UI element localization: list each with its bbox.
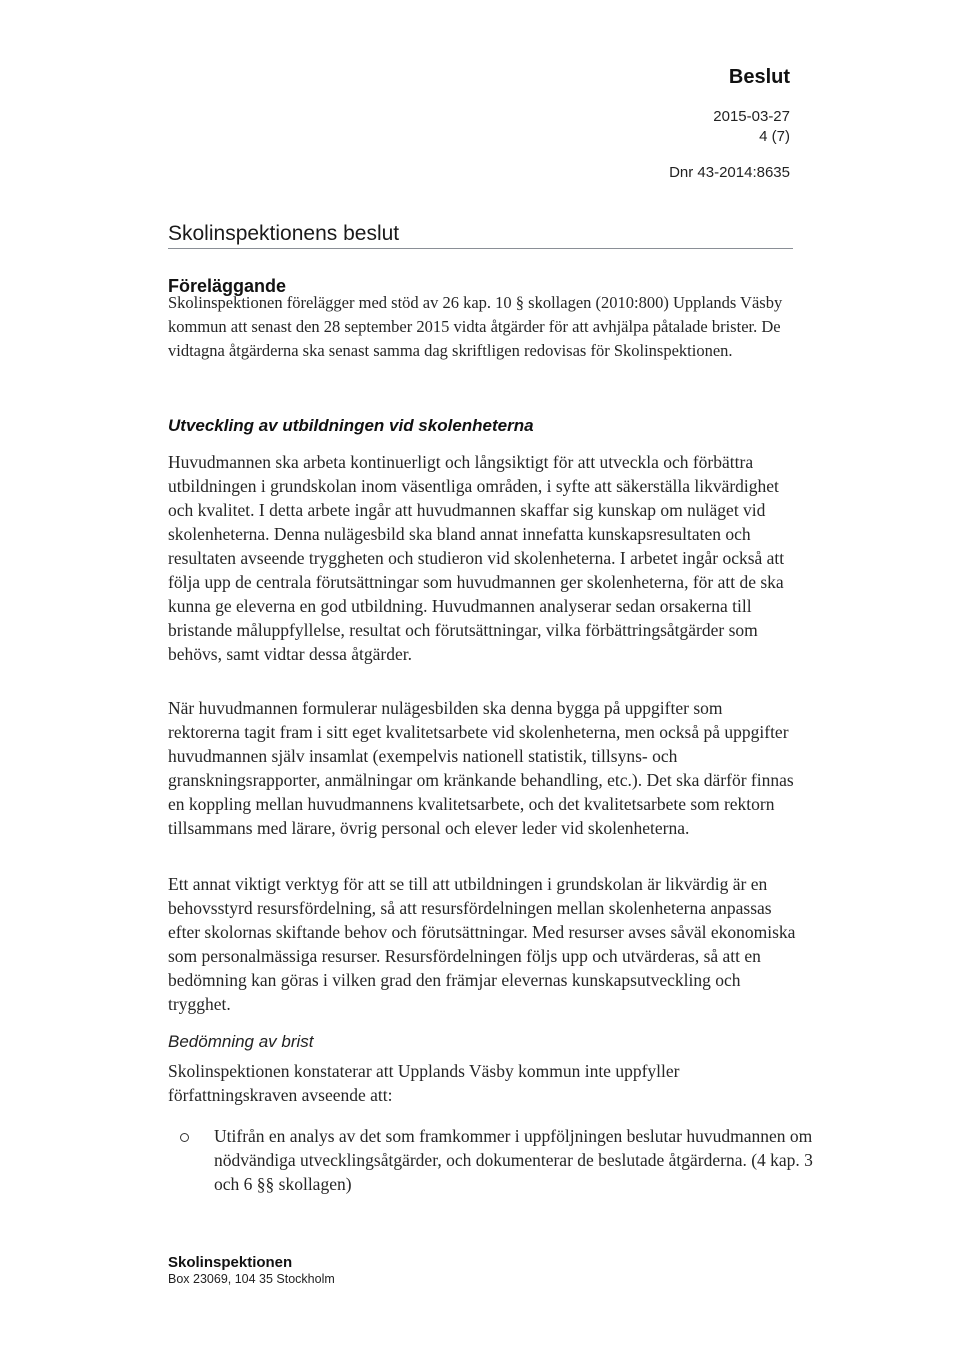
utveckling-paragraph-2: När huvudmannen formulerar nulägesbilden ska denna bygga på uppgifter som rektorerna tagit fram i sitt eget kvalitetsarbete vid skolenheterna, men också på uppgifter huvudmannen själv insamlat (exempelvis nationell statistik, tillsyns- och granskningsrapporter, anmälningar om kränkande behandling, etc.). Det ska därför finnas en koppling mellan huvudmannens kvalitetsarbete, och det kvalitetsarbete som rektorn tillsammans med lärare, övrig personal och elever leder vid skolenheterna.: [168, 698, 794, 838]
utveckling-heading: Utveckling av utbildningen vid skolenheterna: [168, 416, 534, 435]
footer-organization: Skolinspektionen: [168, 1254, 293, 1271]
bullet-text: Utifrån en analys av det som framkommer i uppföljningen beslutar huvudmannen om nödvändiga utvecklingsåtgärder, och dokumenterar de beslutade åtgärderna. (4 kap. 3 och 6 §§ skollagen): [214, 1126, 813, 1194]
utveckling-paragraph-1: Huvudmannen ska arbeta kontinuerligt och långsiktigt för att utveckla och förbättra utbildningen i grundskolan inom väsentliga områden, i syfte att säkerställa likvärdighet och kvalitet. I detta arbete ingår att huvudmannen skaffar sig kunskap om nuläget vid skolenheterna. Denna nulägesbild ska bland annat innefatta kunskapsresultaten och resultaten avseende tryggheten och studieron vid skolenheterna. I arbetet ingår också att följa upp de centrala förutsättningar som huvudmannen ger skolenheterna, för att de ska kunna ge eleverna en god utbildning. Huvudmannen analyserar sedan orsakerna till bristande måluppfyllelse, resultat och förutsättningar, vilka förbättringsåtgärder som behövs, samt vidtar dessa åtgärder.: [168, 452, 785, 664]
page-number: 4 (7): [759, 128, 790, 145]
forelaggande-heading: Föreläggande: [168, 276, 287, 296]
bedomning-heading: Bedömning av brist: [168, 1032, 314, 1051]
utveckling-paragraph-3: Ett annat viktigt verktyg för att se till att utbildningen i grundskolan är likvärdig är en behovsstyrd resursfördelning, så att resursfördelningen mellan skolenheterna anpassas efter skolornas skiftande behov och förutsättningar. Med resurser avses såväl ekonomiska som personalmässiga resurser. Resursfördelningen följs upp och utvärderas, så att en bedömning kan göras i vilken grad den främjar elevernas kunskapsutveckling och trygghet.: [168, 874, 796, 1014]
footer-address: Box 23069, 104 35 Stockholm: [168, 1272, 335, 1286]
bullet-icon: [180, 1133, 189, 1142]
forelaggande-text: Skolinspektionen förelägger med stöd av 26 kap. 10 § skollagen (2010:800) Upplands Väsby kommun att senast den 28 september 2015 vidta åtgärder för att avhjälpa påtalade brister. De vidtagna åtgärderna ska senast samma dag skriftligen redovisas för Skolinspektionen.: [168, 293, 783, 360]
diary-number: Dnr 43-2014:8635: [669, 164, 790, 181]
document-date: 2015-03-27: [713, 108, 790, 125]
document-type: Beslut: [728, 66, 790, 88]
bedomning-text: Skolinspektionen konstaterar att Upplands Väsby kommun inte uppfyller författningskraven avseende att:: [168, 1061, 680, 1105]
section-title: Skolinspektionens beslut: [168, 222, 793, 249]
